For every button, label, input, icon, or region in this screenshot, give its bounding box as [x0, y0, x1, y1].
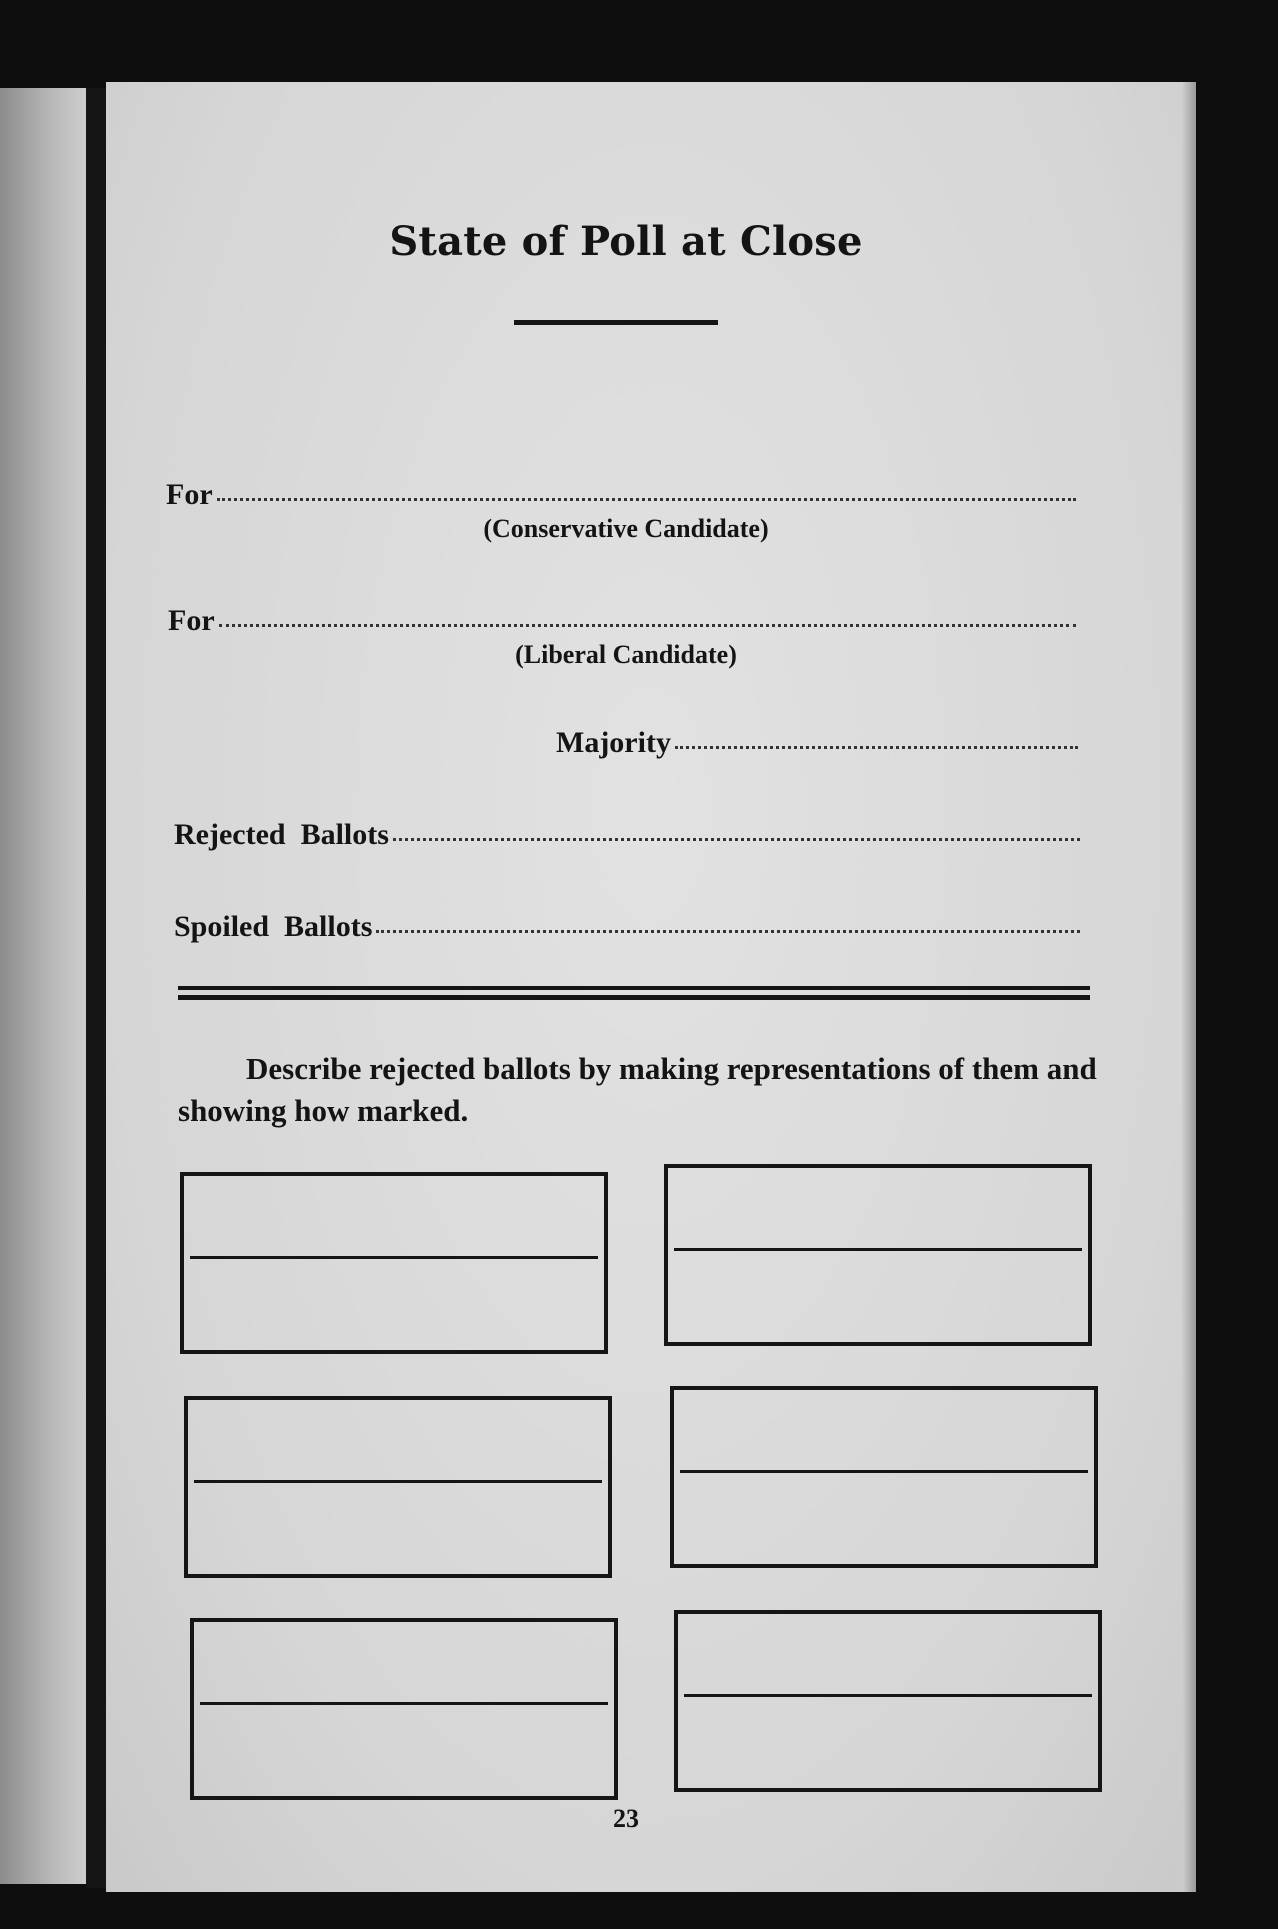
conservative-for-label: For — [166, 478, 213, 511]
spoiled-ballots-field[interactable] — [376, 930, 1080, 933]
majority-label: Majority — [556, 726, 671, 759]
spoiled-ballots-label: Spoiled Ballots — [174, 910, 373, 943]
rejected-ballots-row — [174, 818, 1080, 852]
page-number: 23 — [613, 1804, 639, 1833]
liberal-candidate-row — [168, 604, 1076, 638]
ballot-box-divider — [190, 1256, 598, 1259]
ballot-box-divider — [684, 1694, 1092, 1697]
ballot-box-divider — [674, 1248, 1082, 1251]
divider-line-top — [178, 986, 1090, 990]
page-title: State of Poll at Close — [389, 218, 863, 265]
ballot-box-1[interactable] — [180, 1172, 608, 1354]
book-spine — [86, 88, 108, 1888]
page-edge-shadow — [1182, 82, 1196, 1892]
ballot-box-3[interactable] — [184, 1396, 612, 1578]
spoiled-ballots-row — [174, 910, 1080, 944]
divider-line-bottom — [178, 995, 1090, 1000]
ballot-box-2[interactable] — [664, 1164, 1092, 1346]
liberal-candidate-field[interactable] — [219, 624, 1076, 627]
rejected-ballots-instructions: Describe rejected ballots by making representations of them and showing how marked. — [178, 1051, 1097, 1128]
conservative-candidate-caption: (Conservative Candidate) — [483, 514, 769, 543]
rejected-ballots-label: Rejected Ballots — [174, 818, 389, 851]
conservative-candidate-row — [166, 478, 1076, 512]
previous-page-edge — [0, 88, 88, 1884]
liberal-candidate-caption: (Liberal Candidate) — [515, 640, 737, 669]
ballot-box-divider — [680, 1470, 1088, 1473]
title-underline — [514, 320, 718, 325]
liberal-for-label: For — [168, 604, 215, 637]
form-page — [106, 82, 1196, 1892]
ballot-box-4[interactable] — [670, 1386, 1098, 1568]
majority-row — [556, 726, 1078, 760]
ballot-box-divider — [200, 1702, 608, 1705]
conservative-candidate-field[interactable] — [217, 498, 1076, 501]
rejected-ballots-field[interactable] — [393, 838, 1080, 841]
ballot-box-6[interactable] — [674, 1610, 1102, 1792]
section-divider — [178, 986, 1090, 1000]
majority-field[interactable] — [675, 746, 1078, 749]
ballot-box-5[interactable] — [190, 1618, 618, 1800]
ballot-box-divider — [194, 1480, 602, 1483]
